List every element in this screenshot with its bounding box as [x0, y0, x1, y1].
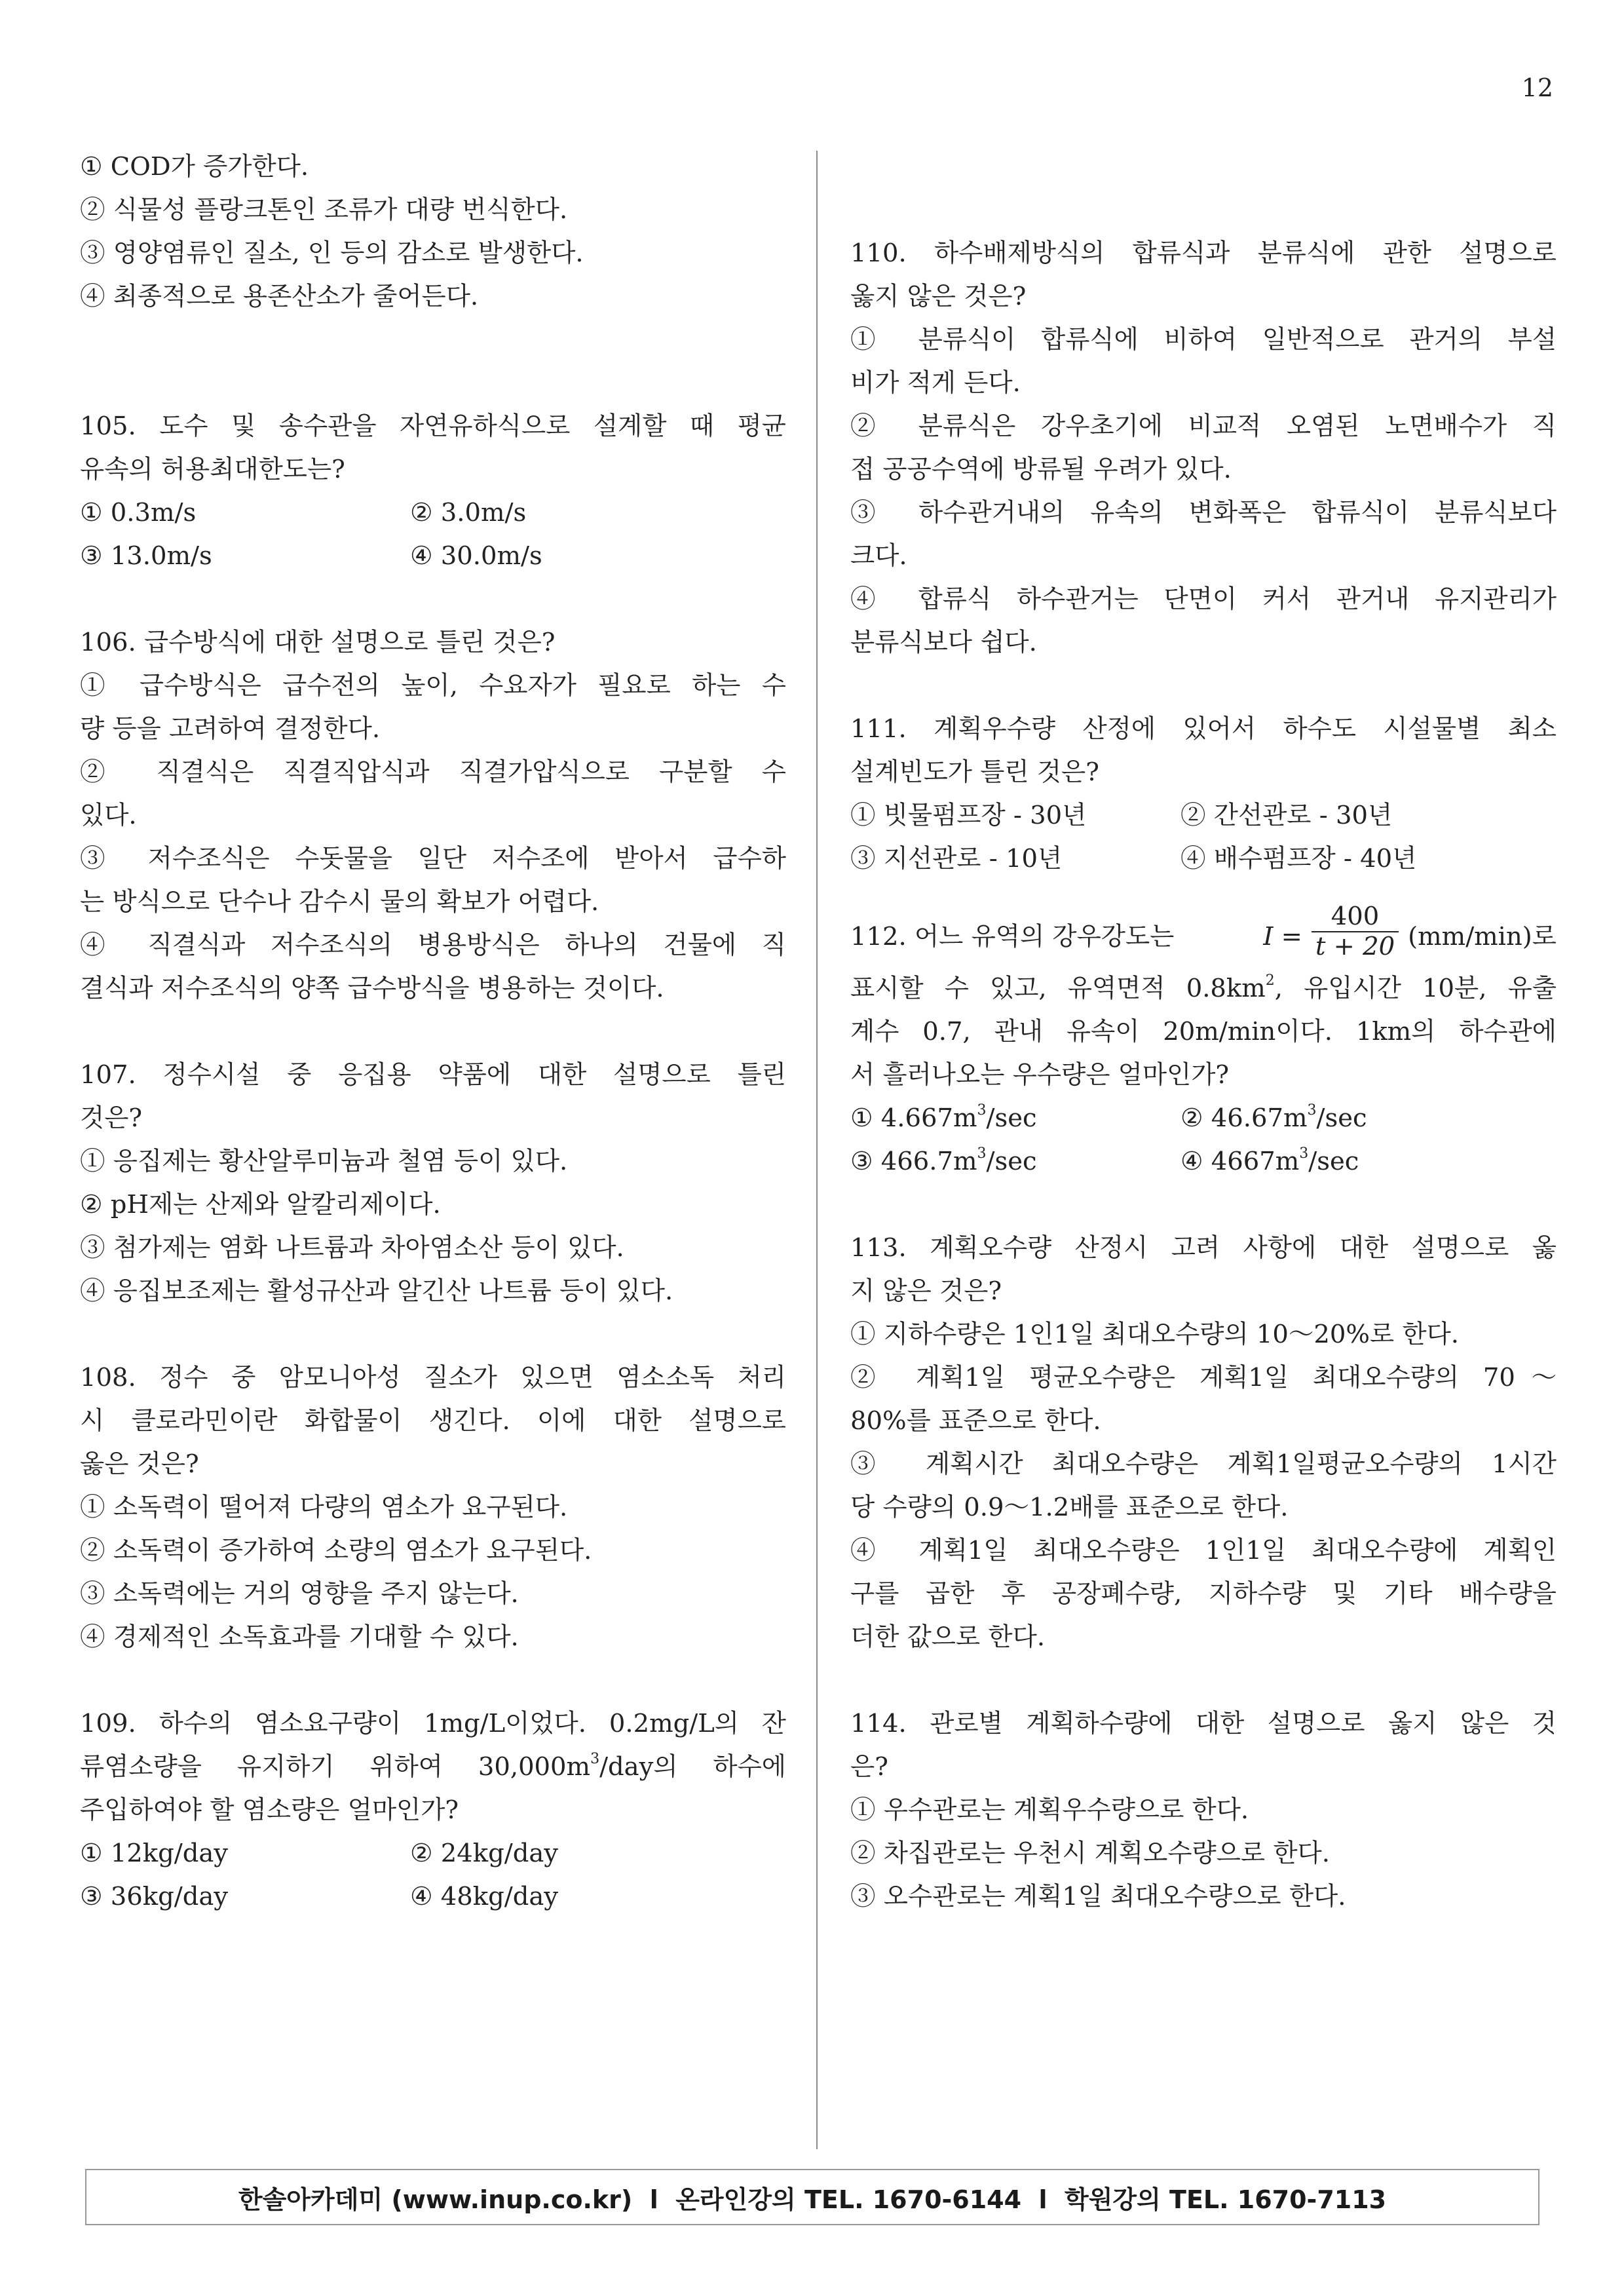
q109-stem-line-1: 109. 하수의 염소요구량이 1mg/L이었다. 0.2mg/L의 잔: [80, 1709, 786, 1738]
q112-option-2: ② $46.67m^3/\sec$: [1180, 1102, 1367, 1133]
q114-option-3: ③ 오수관로는 계획1일 최대오수량으로 한다.: [850, 1882, 1346, 1911]
q113-line: ② 계획1일 평균오수량은 계획1일 최대오수량의 70～: [850, 1363, 1557, 1392]
q111-option-3: ③ 지선관로 - 10년: [850, 844, 1063, 873]
q106-line: 결식과 저수조식의 양쪽 급수방식을 병용하는 것이다.: [80, 974, 664, 1003]
q105-option-1: ① 0.3m/s: [80, 498, 197, 527]
q112-stem-line-4: 서 흘러나오는 우수량은 얼마인가?: [850, 1060, 1230, 1090]
q108-stem-line-2: 시 클로라민이란 화합물이 생긴다. 이에 대한 설명으로: [80, 1406, 786, 1436]
q106-line: ② 직결식은 직결직압식과 직결가압식으로 구분할 수: [80, 757, 786, 787]
q113-line: 당 수량의 0.9～1.2배를 표준으로 한다.: [850, 1493, 1289, 1522]
q112-option-3: ③ $466.7m^3/\sec$: [850, 1145, 1037, 1176]
q110-line: ① 분류식이 합류식에 비하여 일반적으로 관거의 부설: [850, 325, 1557, 354]
q104-option-4: ④ 최종적으로 용존산소가 줄어든다.: [80, 282, 479, 311]
q114-stem-line-1: 114. 관로별 계획하수량에 대한 설명으로 옳지 않은 것: [850, 1709, 1557, 1738]
q112-equation-fraction: $\frac{400}{t + 20}$: [1312, 902, 1399, 961]
question-112: [850, 902, 1557, 1183]
q110-line: ② 분류식은 강우초기에 비교적 오염된 노면배수가 직: [850, 411, 1557, 441]
q113-line: ③ 계획시간 최대오수량은 계획1일평균오수량의 1시간: [850, 1449, 1557, 1479]
q104-option-3: ③ 영양염류인 질소, 인 등의 감소로 발생한다.: [80, 239, 584, 268]
q113-line: ① 지하수량은 1인1일 최대오수량의 10～20%로 한다.: [850, 1320, 1460, 1349]
q113-line: 80%를 표준으로 한다.: [850, 1406, 1101, 1436]
q106-line: ③ 저수조식은 수돗물을 일단 저수조에 받아서 급수하: [80, 844, 786, 873]
q113-stem-line-2: 지 않은 것은?: [850, 1276, 1002, 1306]
q109-option-4: ④ 48kg/day: [410, 1882, 559, 1911]
q114-option-2: ② 차집관로는 우천시 계획오수량으로 한다.: [850, 1839, 1330, 1868]
q109-option-1: ① 12kg/day: [80, 1839, 229, 1868]
q107-stem-line-1: 107. 정수시설 중 응집용 약품에 대한 설명으로 틀린: [80, 1060, 786, 1090]
q107-option-4: ④ 응집보조제는 활성규산과 알긴산 나트륨 등이 있다.: [80, 1276, 673, 1306]
q107-option-1: ① 응집제는 황산알루미늄과 철염 등이 있다.: [80, 1147, 568, 1176]
q110-stem-line-1: 110. 하수배제방식의 합류식과 분류식에 관한 설명으로: [850, 239, 1557, 268]
question-107: [80, 1054, 786, 1313]
q111-stem-line-1: 111. 계획우수량 산정에 있어서 하수도 시설물별 최소: [850, 714, 1557, 744]
q112-stem-line-2: 표시할 수 있고, 유역면적 $0.8km^2$, 유입시간 10분, 유출: [850, 972, 1557, 1003]
question-105: [80, 405, 786, 578]
q105-option-2: ② 3.0m/s: [410, 498, 527, 527]
question-114: [850, 1702, 1557, 1919]
question-104-options: [80, 145, 786, 318]
q106-line: ④ 직결식과 저수조식의 병용방식은 하나의 건물에 직: [80, 930, 786, 960]
q111-option-2: ② 간선관로 - 30년: [1180, 801, 1393, 830]
q106-stem: 106. 급수방식에 대한 설명으로 틀린 것은?: [80, 628, 556, 657]
q110-line: ④ 합류식 하수관거는 단면이 커서 관거내 유지관리가: [850, 584, 1557, 614]
question-109: [80, 1702, 786, 1919]
question-108: [80, 1356, 786, 1659]
q108-stem-line-3: 옳은 것은?: [80, 1449, 199, 1479]
question-111: [850, 708, 1557, 881]
right-column: [850, 145, 1557, 1919]
q109-stem-line-3: 주입하여야 할 염소량은 얼마인가?: [80, 1795, 459, 1825]
q108-option-3: ③ 소독력에는 거의 영향을 주지 않는다.: [80, 1579, 519, 1609]
q104-option-2: ② 식물성 플랑크톤인 조류가 대량 번식한다.: [80, 195, 568, 225]
q108-option-4: ④ 경제적인 소독효과를 기대할 수 있다.: [80, 1622, 519, 1652]
q107-option-3: ③ 첨가제는 염화 나트륨과 차아염소산 등이 있다.: [80, 1233, 624, 1263]
q113-line: 더한 값으로 한다.: [850, 1622, 1046, 1652]
q104-option-1: ① COD가 증가한다.: [80, 152, 309, 182]
q111-stem-line-2: 설계빈도가 틀린 것은?: [850, 757, 1099, 787]
q108-stem-line-1: 108. 정수 중 암모니아성 질소가 있으면 염소소독 처리: [80, 1363, 786, 1392]
q112-stem-line-3: 계수 0.7, 관내 유속이 20m/min이다. 1km의 하수관에: [850, 1017, 1557, 1046]
q107-stem-line-2: 것은?: [80, 1103, 143, 1133]
q114-stem-line-2: 은?: [850, 1752, 888, 1782]
q109-stem-line-2: 류염소량을 유지하기 위하여 $30,000m^3$/day의 하수에: [80, 1751, 786, 1782]
page-number: 12: [1521, 73, 1553, 102]
q114-option-1: ① 우수관로는 계획우수량으로 한다.: [850, 1795, 1249, 1825]
q105-stem-line-1: 105. 도수 및 송수관을 자연유하식으로 설계할 때 평균: [80, 411, 786, 441]
q113-stem-line-1: 113. 계획오수량 산정시 고려 사항에 대한 설명으로 옳: [850, 1233, 1557, 1263]
q112-stem-line-1: 112. 어느 유역의 강우강도는 I = $\frac{400}{t + 20}$ (mm/min)로: [850, 907, 1557, 967]
q105-option-3: ③ 13.0m/s: [80, 541, 212, 571]
q110-line: 크다.: [850, 541, 907, 571]
q109-option-2: ② 24kg/day: [410, 1839, 559, 1868]
q106-line: 는 방식으로 단수나 감수시 물의 확보가 어렵다.: [80, 887, 599, 917]
q110-stem-line-2: 옳지 않은 것은?: [850, 282, 1027, 311]
q113-line: 구를 곱한 후 공장폐수량, 지하수량 및 기타 배수량을: [850, 1579, 1557, 1609]
q105-option-4: ④ 30.0m/s: [410, 541, 542, 571]
q111-option-1: ① 빗물펌프장 - 30년: [850, 801, 1087, 830]
q112-option-4: ④ $4667m^3/\sec$: [1180, 1145, 1359, 1176]
q109-option-3: ③ 36kg/day: [80, 1882, 229, 1911]
q108-option-2: ② 소독력이 증가하여 소량의 염소가 요구된다.: [80, 1536, 592, 1565]
q107-option-2: ② pH제는 산제와 알칼리제이다.: [80, 1190, 441, 1219]
footer-text: 한솔아카데미 (www.inup.co.kr) l 온라인강의 TEL. 1670-6144 l 학원강의 TEL. 1670-7113: [238, 2185, 1387, 2214]
question-106: [80, 621, 786, 1010]
q105-stem-line-2: 유속의 허용최대한도는?: [80, 455, 345, 484]
q110-line: ③ 하수관거내의 유속의 변화폭은 합류식이 분류식보다: [850, 498, 1557, 527]
q111-option-4: ④ 배수펌프장 - 40년: [1180, 844, 1417, 873]
q108-option-1: ① 소독력이 떨어져 다량의 염소가 요구된다.: [80, 1493, 568, 1522]
q106-line: ① 급수방식은 급수전의 높이, 수요자가 필요로 하는 수: [80, 671, 786, 700]
column-divider: [816, 151, 818, 2149]
q112-equation-lhs: I =: [1263, 922, 1302, 951]
q110-line: 비가 적게 든다.: [850, 368, 1021, 398]
q113-line: ④ 계획1일 최대오수량은 1인1일 최대오수량에 계획인: [850, 1536, 1557, 1565]
question-113: [850, 1227, 1557, 1659]
left-column: [80, 145, 786, 1919]
q106-line: 량 등을 고려하여 결정한다.: [80, 714, 381, 744]
q110-line: 접 공공수역에 방류될 우려가 있다.: [850, 455, 1232, 484]
q110-line: 분류식보다 쉽다.: [850, 628, 1037, 657]
q106-line: 있다.: [80, 801, 137, 830]
question-110: [850, 232, 1557, 664]
q112-option-1: ① $4.667m^3/\sec$: [850, 1102, 1037, 1133]
footer-banner: [85, 2169, 1539, 2225]
